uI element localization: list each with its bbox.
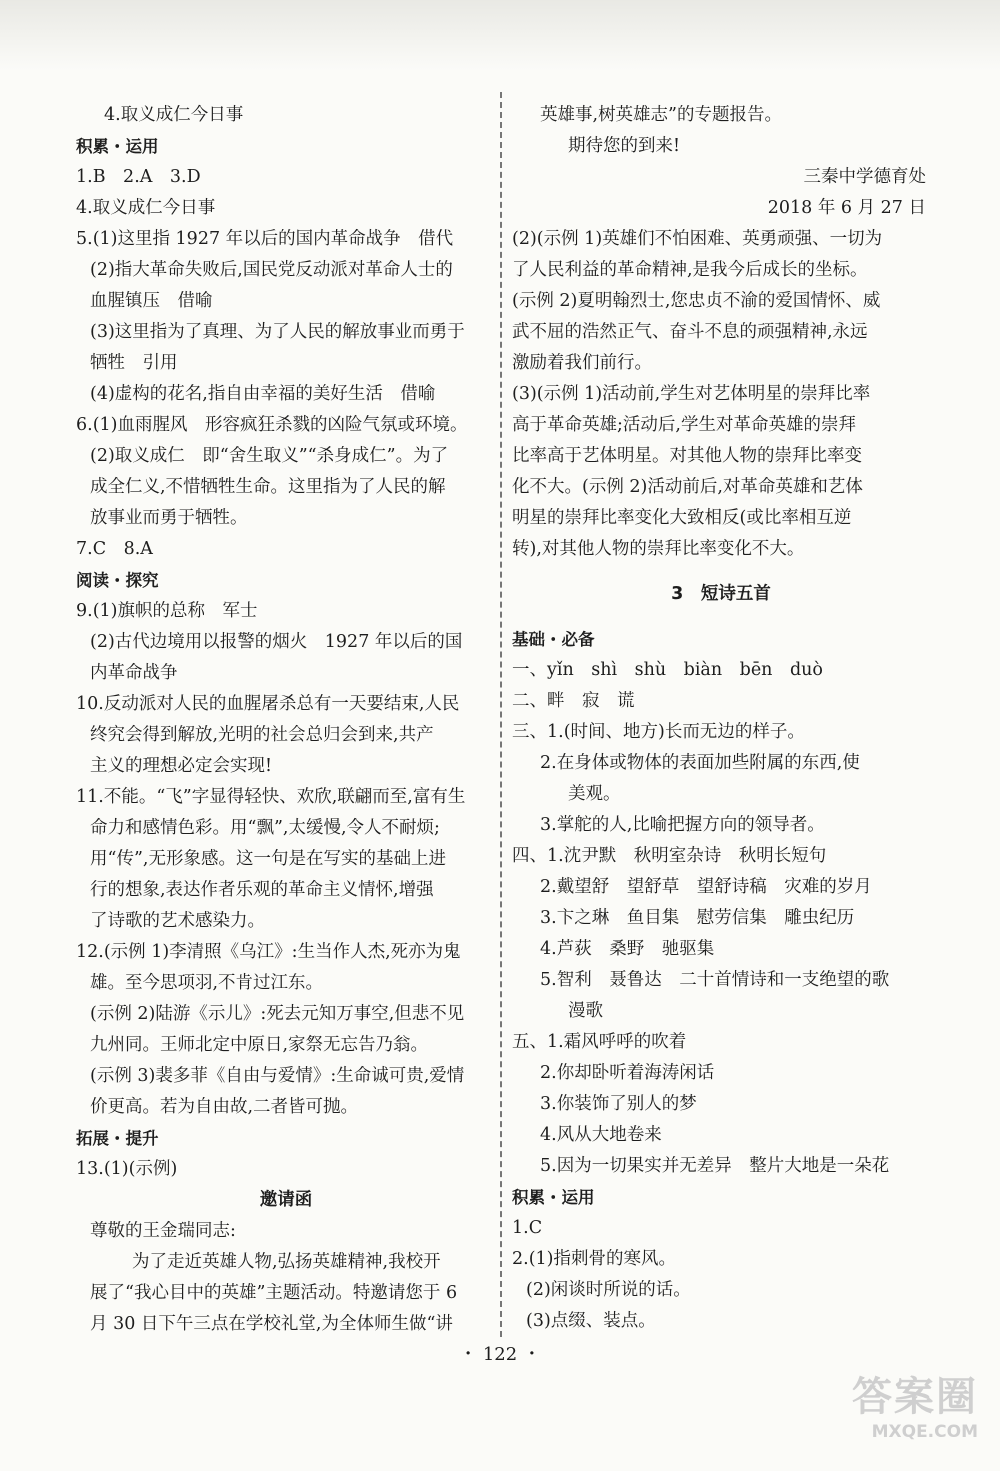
text-line: 4.芦荻 桑野 驰驱集 [540,939,715,959]
text-line: 美观。 [568,784,621,804]
text-line: 4.风从大地卷来 [540,1125,662,1145]
text-line: 九州同。王师北定中原日,家祭无忘告乃翁。 [90,1035,429,1055]
text-line: 价更高。若为自由故,二者皆可抛。 [90,1097,359,1117]
text-line: 武不屈的浩然正气、奋斗不息的顽强精神,永远 [512,322,868,342]
lesson-heading: 3 短诗五首 [671,584,771,604]
section-heading: 拓展・提升 [76,1129,159,1148]
watermark-url: MXQE.COM [871,1422,978,1442]
text-line: (2)(示例 1)英雄们不怕困难、英勇顽强、一切为 [512,229,883,249]
text-line: (2)取义成仁 即“舍生取义”“杀身成仁”。为了 [90,446,449,466]
text-line: 高于革命英雄;活动后,学生对革命英雄的崇拜 [512,415,856,435]
text-line: 1.C [512,1218,543,1238]
text-line: (3)点缀、装点。 [526,1311,656,1331]
text-line: (示例 2)陆游《示儿》:死去元知万事空,但悲不见 [90,1004,465,1024]
text-line: 7.C 8.A [76,539,153,559]
text-line: 激励着我们前行。 [512,353,652,373]
right-column [512,100,930,1337]
left-column [76,100,496,1340]
spacer [512,565,930,579]
text-line: 5.因为一切果实并无差异 整片大地是一朵花 [540,1156,890,1176]
page-number: ・ 122 ・ [459,1344,541,1365]
lesson-heading: 邀请函 [259,1190,313,1210]
text-line: 月 30 日下午三点在学校礼堂,为全体师生做“讲 [90,1314,453,1334]
text-line: 2.在身体或物体的表面加些附属的东西,使 [540,753,860,773]
text-line: 4.取义成仁今日事 [76,198,216,218]
text-line: 展了“我心目中的英雄”主题活动。特邀请您于 6 [90,1283,458,1303]
spacer [512,610,930,624]
text-line: 4.取义成仁今日事 [104,105,244,125]
text-line: (3)这里指为了真理、为了人民的解放事业而勇于 [90,322,465,342]
text-line: 期待您的到来! [568,136,681,156]
text-line: 内革命战争 [90,663,178,683]
text-line: 行的想象,表达作者乐观的革命主义情怀,增强 [90,880,434,900]
text-line: 2018 年 6 月 27 日 [767,198,926,218]
text-line: 比率高于艺体明星。对其他人物的崇拜比率变 [512,446,862,466]
text-line: 2.(1)指刺骨的寒风。 [512,1249,676,1269]
text-line: 五、1.霜风呼呼的吹着 [512,1032,687,1052]
text-line: (2)古代边境用以报警的烟火 1927 年以后的国 [90,632,463,652]
text-line: (2)闲谈时所说的话。 [526,1280,691,1300]
text-line: 尊敬的王金瑞同志: [90,1221,236,1241]
text-line: 命力和感情色彩。用“飘”,太缓慢,令人不耐烦; [90,818,440,838]
text-line: 成全仁义,不惜牺牲生命。这里指为了人民的解 [90,477,446,497]
text-line: 终究会得到解放,光明的社会总归会到来,共产 [90,725,434,745]
text-line: 5.智利 聂鲁达 二十首情诗和一支绝望的歌 [540,970,890,990]
text-line: 一、yǐn shì shù biàn bēn duò [512,660,823,680]
text-line: 牺牲 引用 [90,353,178,373]
text-line: 雄。至今思项羽,不肯过江东。 [90,973,324,993]
text-line: 明星的崇拜比率变化大致相反(或比率相互逆 [512,508,852,528]
text-line: 主义的理想必定会实现! [90,756,273,776]
text-line: 用“传”,无形象感。这一句是在写实的基础上进 [90,849,446,869]
text-line: 9.(1)旗帜的总称 军士 [76,601,258,621]
column-divider [500,92,502,1337]
section-heading: 积累・运用 [512,1188,595,1207]
watermark-logo [828,1365,978,1445]
text-line: 三秦中学德育处 [803,167,926,187]
text-line: (2)指大革命失败后,国民党反动派对革命人士的 [90,260,453,280]
text-line: 为了走近英雄人物,弘扬英雄精神,我校开 [132,1252,441,1272]
text-line: 四、1.沈尹默 秋明室杂诗 秋明长短句 [512,846,827,866]
text-line: 6.(1)血雨腥风 形容疯狂杀戮的凶险气氛或环境。 [76,415,468,435]
text-line: 2.你却卧听着海涛闲话 [540,1063,715,1083]
text-line: 漫歌 [568,1001,603,1021]
section-heading: 基础・必备 [512,630,595,649]
text-line: 化不大。(示例 2)活动前后,对革命英雄和艺体 [512,477,863,497]
text-line: (4)虚构的花名,指自由幸福的美好生活 借喻 [90,384,436,404]
text-line: 12.(示例 1)李清照《乌江》:生当作人杰,死亦为鬼 [76,942,461,962]
text-line: 血腥镇压 借喻 [90,291,213,311]
text-line: 转),对其他人物的崇拜比率变化不大。 [512,539,805,559]
text-line: 10.反动派对人民的血腥屠杀总有一天要结束,人民 [76,694,460,714]
text-line: 1.B 2.A 3.D [76,167,201,187]
text-line: 了诗歌的艺术感染力。 [90,911,265,931]
text-line: (示例 3)裴多菲《自由与爱情》:生命诚可贵,爱情 [90,1066,465,1086]
text-line: (示例 2)夏明翰烈士,您忠贞不渝的爱国情怀、威 [512,291,881,311]
text-line: 13.(1)(示例) [76,1159,178,1179]
section-heading: 阅读・探究 [76,571,159,590]
text-line: 11.不能。“飞”字显得轻快、欢欣,联翩而至,富有生 [76,787,466,807]
text-line: 3.掌舵的人,比喻把握方向的领导者。 [540,815,825,835]
text-line: 5.(1)这里指 1927 年以后的国内革命战争 借代 [76,229,454,249]
watermark-logo-text: 答案圈 [852,1374,978,1420]
text-line: 2.戴望舒 望舒草 望舒诗稿 灾难的岁月 [540,877,872,897]
text-line: 3.卞之琳 鱼目集 慰劳信集 雕虫纪历 [540,908,855,928]
text-line: 了人民利益的革命精神,是我今后成长的坐标。 [512,260,868,280]
text-line: (3)(示例 1)活动前,学生对艺体明星的崇拜比率 [512,384,871,404]
text-line: 放事业而勇于牺牲。 [90,508,248,528]
text-line: 英雄事,树英雄志”的专题报告。 [540,105,783,125]
text-line: 3.你装饰了别人的梦 [540,1094,697,1114]
section-heading: 积累・运用 [76,137,159,156]
scan-shadow [0,0,1000,70]
text-line: 二、畔 寂 谎 [512,691,635,711]
text-line: 三、1.(时间、地方)长而无边的样子。 [512,722,805,742]
